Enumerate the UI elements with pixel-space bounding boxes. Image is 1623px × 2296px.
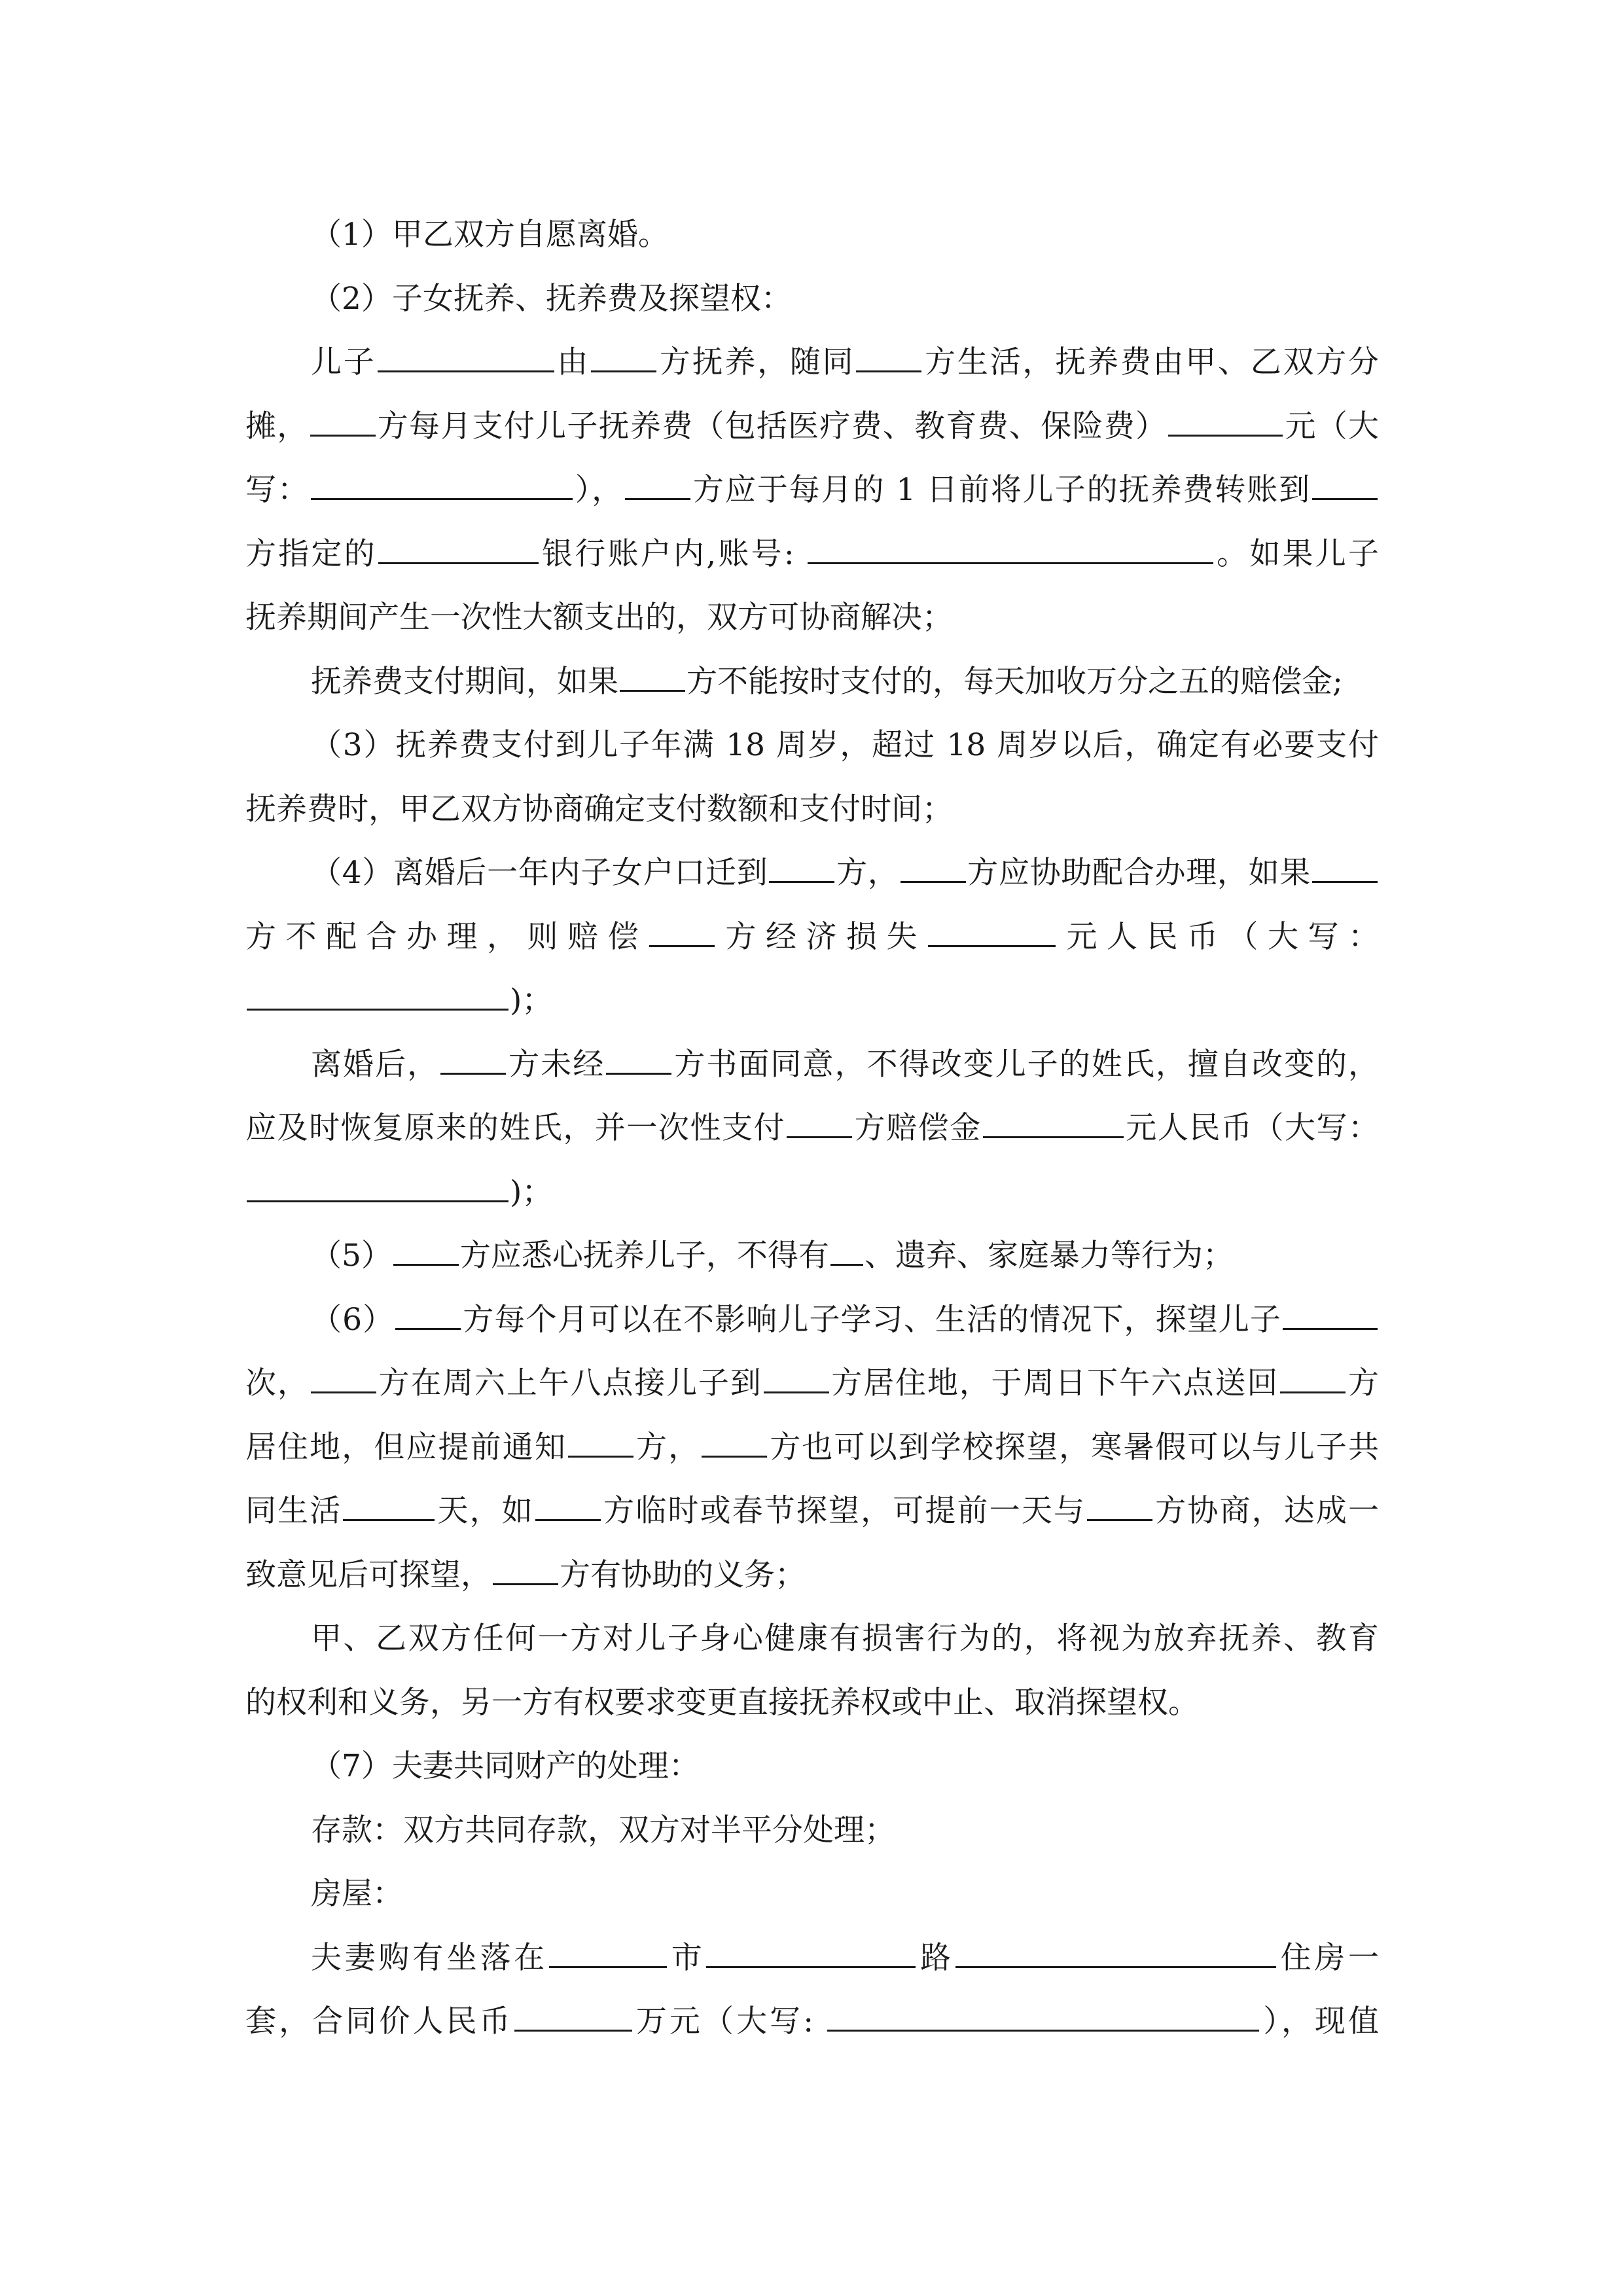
text-segment: 房屋：	[311, 1876, 403, 1912]
text-segment: （3）抚养费支付到儿子年满 18 周岁，超过 18 周岁以后，确定有必要支付	[311, 727, 1379, 763]
text-segment: )；	[510, 982, 553, 1018]
text-line	[245, 331, 1379, 395]
text-segment: )；	[510, 1174, 553, 1210]
text-segment: 方，	[634, 1429, 701, 1465]
text-segment: 、遗弃、家庭暴力等行为；	[864, 1238, 1234, 1274]
text-segment: 写：	[245, 472, 310, 508]
text-segment: 方应悉心抚养儿子，不得有	[459, 1238, 829, 1274]
text-line	[245, 1479, 1379, 1543]
fill-in-blank[interactable]	[378, 344, 554, 372]
fill-in-blank[interactable]	[606, 1047, 671, 1075]
fill-in-blank[interactable]	[955, 1940, 1276, 1968]
document-body	[245, 203, 1379, 2054]
fill-in-blank[interactable]	[549, 1940, 667, 1968]
text-line	[245, 1862, 1379, 1926]
fill-in-blank[interactable]	[440, 1047, 506, 1075]
text-segment: 应及时恢复原来的姓氏，并一次性支付	[245, 1110, 786, 1146]
fill-in-blank[interactable]	[901, 855, 966, 883]
fill-in-blank[interactable]	[856, 344, 921, 372]
text-segment: 的权利和义务，另一方有权要求变更直接抚养权或中止、取消探望权。	[245, 1684, 1199, 1721]
fill-in-blank[interactable]	[247, 982, 508, 1011]
fill-in-blank[interactable]	[1087, 1493, 1152, 1521]
text-segment: 方临时或春节探望，可提前一天与	[601, 1493, 1086, 1529]
text-segment: 方应于每月的 1 日前将儿子的抚养费转账到	[692, 472, 1311, 508]
fill-in-blank[interactable]	[514, 2003, 632, 2032]
fill-in-blank[interactable]	[568, 1429, 633, 1458]
text-segment: 次，	[245, 1365, 310, 1401]
text-segment: （5）	[311, 1238, 392, 1274]
fill-in-blank[interactable]	[493, 1557, 558, 1585]
text-segment: 方抚养，随同	[658, 344, 855, 380]
fill-in-blank[interactable]	[702, 1429, 767, 1458]
text-line	[245, 1033, 1379, 1097]
text-segment: 方不能按时支付的，每天加收万分之五的赔偿金;	[687, 663, 1343, 700]
text-segment: 方不配合办理，则赔偿	[245, 918, 648, 955]
text-segment: 方协商，达成一	[1154, 1493, 1380, 1529]
text-line	[245, 203, 1379, 267]
text-segment: 方指定的	[245, 535, 377, 572]
text-line	[245, 905, 1379, 969]
text-segment: 方生活，抚养费由甲、乙双方分	[923, 344, 1380, 380]
fill-in-blank[interactable]	[1280, 1365, 1346, 1393]
fill-in-blank[interactable]	[928, 919, 1056, 947]
text-segment: 方有协助的义务；	[560, 1556, 806, 1593]
text-line	[245, 395, 1379, 459]
text-segment: 元人民币（大写：	[1124, 1110, 1380, 1146]
text-segment: 甲、乙双方任何一方对儿子身心健康有损害行为的，将视为放弃抚养、教育	[311, 1621, 1379, 1657]
fill-in-blank[interactable]	[311, 1365, 376, 1393]
text-segment: 路	[917, 1939, 954, 1976]
text-segment: （7）夫妻共同财产的处理：	[311, 1748, 700, 1784]
text-line	[245, 1734, 1379, 1799]
fill-in-blank[interactable]	[827, 2003, 1259, 2032]
fill-in-blank[interactable]	[311, 472, 573, 500]
fill-in-blank[interactable]	[787, 1110, 852, 1138]
fill-in-blank[interactable]	[764, 1365, 829, 1393]
text-segment: 摊，	[245, 408, 309, 444]
fill-in-blank[interactable]	[310, 408, 376, 437]
text-segment: 住房一	[1277, 1939, 1380, 1976]
text-line	[245, 1416, 1379, 1480]
text-line	[245, 1607, 1379, 1671]
fill-in-blank[interactable]	[625, 472, 690, 500]
text-segment: 万元（大写:	[633, 2003, 827, 2039]
text-segment: （4）离婚后一年内子女户口迁到	[311, 855, 768, 891]
text-segment: 夫妻购有坐落在	[311, 1939, 548, 1976]
fill-in-blank[interactable]	[808, 536, 1213, 564]
fill-in-blank[interactable]	[378, 536, 539, 564]
text-segment: 居住地，但应提前通知	[245, 1429, 567, 1465]
text-segment: 由	[555, 344, 590, 380]
text-line	[245, 713, 1379, 778]
text-line	[245, 1671, 1379, 1735]
text-segment: 致意见后可探望，	[245, 1556, 491, 1593]
fill-in-blank[interactable]	[395, 1302, 461, 1330]
text-segment: 抚养费支付期间，如果	[311, 663, 618, 700]
text-segment: 方居住地，于周日下午六点送回	[830, 1365, 1279, 1401]
text-segment: 方应协助配合办理，如果	[967, 855, 1311, 891]
text-segment: 方每月支付儿子抚养费（包括医疗费、教育费、保险费）	[376, 408, 1168, 444]
text-segment: 方	[1347, 1365, 1380, 1401]
text-line	[245, 586, 1379, 650]
fill-in-blank[interactable]	[620, 664, 685, 692]
text-segment: （6）	[311, 1301, 395, 1338]
text-segment: 方，	[836, 855, 899, 891]
text-line	[245, 1288, 1379, 1352]
text-line	[245, 1926, 1379, 1990]
fill-in-blank[interactable]	[1312, 472, 1378, 500]
text-segment: 方也可以到学校探望，寒暑假可以与儿子共	[768, 1429, 1379, 1465]
text-segment: 元人民币（大写：	[1057, 918, 1379, 955]
text-segment: 方赔偿金	[853, 1110, 982, 1146]
text-line	[245, 522, 1379, 586]
text-line	[245, 1160, 1379, 1225]
text-segment: ），	[573, 472, 624, 508]
text-line	[245, 841, 1379, 905]
text-line	[245, 1799, 1379, 1863]
text-segment: 抚养期间产生一次性大额支出的，双方可协商解决；	[245, 600, 953, 636]
text-line	[245, 267, 1379, 331]
fill-in-blank[interactable]	[830, 1238, 863, 1266]
text-segment: 离婚后，	[311, 1046, 440, 1083]
text-segment: 方在周六上午八点接儿子到	[377, 1365, 762, 1401]
fill-in-blank[interactable]	[769, 855, 834, 883]
fill-in-blank[interactable]	[247, 1174, 508, 1202]
text-segment: 套，合同价人民币	[245, 2003, 513, 2039]
text-line	[245, 650, 1379, 714]
text-line	[245, 1543, 1379, 1607]
text-segment: 方经济损失	[716, 918, 927, 955]
fill-in-blank[interactable]	[591, 344, 656, 372]
text-line	[245, 969, 1379, 1033]
text-segment: 方未经	[507, 1046, 605, 1083]
text-segment: （1）甲乙双方自愿离婚。	[311, 217, 669, 253]
text-segment: ），现值	[1260, 2003, 1380, 2039]
text-segment: 抚养费时，甲乙双方协商确定支付数额和支付时间；	[245, 791, 953, 827]
text-line	[245, 1352, 1379, 1416]
text-segment: 。如果儿子	[1214, 535, 1380, 572]
fill-in-blank[interactable]	[706, 1940, 916, 1968]
text-line	[245, 1096, 1379, 1160]
text-segment: 儿子	[311, 344, 376, 380]
text-line	[245, 778, 1379, 842]
fill-in-blank[interactable]	[343, 1493, 435, 1521]
fill-in-blank[interactable]	[393, 1238, 459, 1266]
text-segment: 同生活	[245, 1493, 342, 1529]
text-segment: 存款：双方共同存款，双方对半平分处理；	[311, 1812, 895, 1848]
text-segment: 方每个月可以在不影响儿子学习、生活的情况下，探望儿子	[462, 1301, 1282, 1338]
text-segment: 元（大	[1284, 408, 1380, 444]
text-line	[245, 458, 1379, 522]
text-segment: 天，如	[436, 1493, 534, 1529]
text-segment: 市	[668, 1939, 705, 1976]
fill-in-blank[interactable]	[1283, 1302, 1378, 1330]
text-line	[245, 1224, 1379, 1288]
fill-in-blank[interactable]	[1312, 855, 1378, 883]
text-segment: 银行账户内,账号:	[539, 535, 806, 572]
fill-in-blank[interactable]	[535, 1493, 601, 1521]
fill-in-blank[interactable]	[1168, 408, 1283, 437]
fill-in-blank[interactable]	[983, 1110, 1124, 1138]
text-segment: （2）子女抚养、抚养费及探望权：	[311, 280, 792, 317]
text-segment: 方书面同意，不得改变儿子的姓氏，擅自改变的，	[673, 1046, 1380, 1083]
text-line	[245, 1990, 1379, 2054]
fill-in-blank[interactable]	[649, 919, 715, 947]
